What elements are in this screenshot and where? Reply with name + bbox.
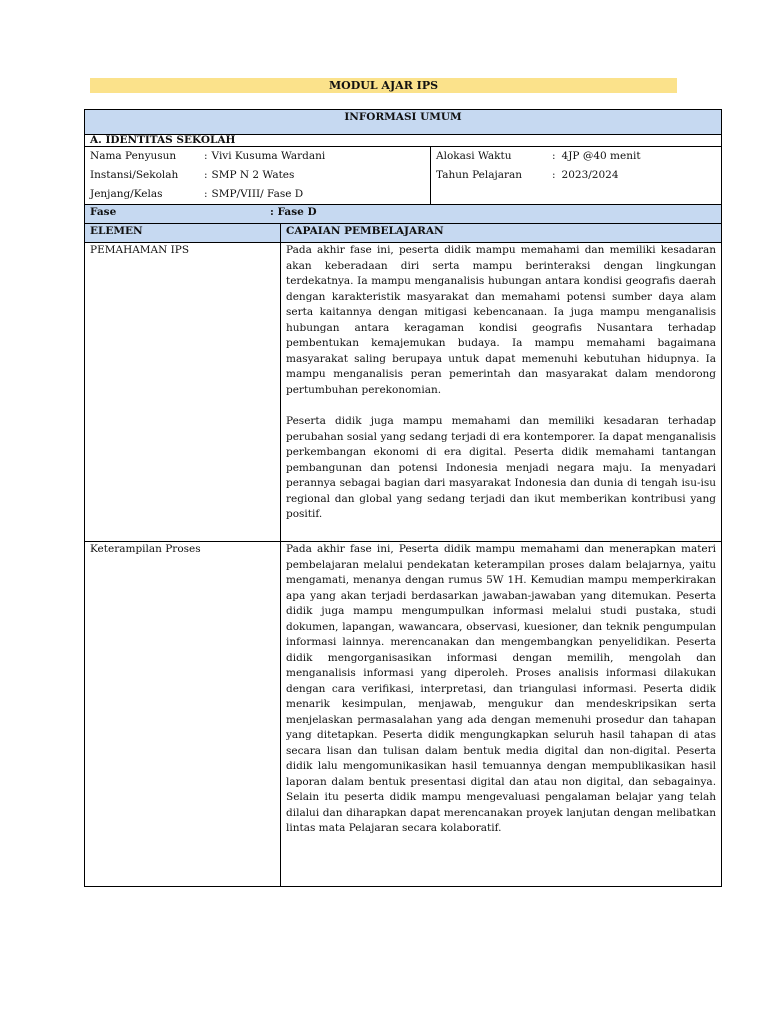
field-label: Tahun Pelajaran (436, 169, 523, 181)
field-label: Jenjang/Kelas (90, 188, 163, 200)
identitas-details-row (85, 147, 722, 205)
capaian-paragraph: Peserta didik juga mampu memahami dan memiliki kesadaran terhadap perubahan sosial yang sedang terjadi di era kontemporer. Ia dapat menganalisis perkembangan ekonomi di era digital. Peserta didik memahami tantangan pembangunan dan potensi Indonesia menjadi negara maju. Ia menyadari perannya sebagai bagian dari masyarakat Indonesia dan dunia di tengah isu-isu regional dan global yang sedang terjadi dan ikut memberikan kontribusi yang positif. (286, 415, 717, 520)
field-separator: : (204, 169, 208, 181)
module-title: MODUL AJAR IPS (90, 78, 677, 93)
field-tahun-pelajaran (436, 166, 716, 185)
pemahaman-row (85, 243, 722, 542)
elemen-header: ELEMEN (85, 224, 281, 243)
field-jenjang-kelas (90, 185, 425, 204)
fase-value: : Fase D (270, 206, 317, 218)
field-separator: : (552, 150, 556, 162)
field-value: SMP/VIII/ Fase D (211, 188, 304, 200)
elemen-pemahaman-ips: PEMAHAMAN IPS (85, 243, 281, 542)
info-umum-row (85, 110, 722, 135)
field-value: 4JP @40 menit (561, 150, 641, 162)
info-umum-heading: INFORMASI UMUM (85, 110, 722, 135)
field-label: Alokasi Waktu (436, 150, 512, 162)
module-table (84, 109, 722, 887)
identitas-left-cell (85, 147, 431, 205)
field-nama-penyusun (90, 147, 425, 166)
identitas-right-cell (431, 147, 722, 205)
keterampilan-row (85, 542, 722, 887)
capaian-keterampilan-cell (281, 542, 722, 887)
capaian-header: CAPAIAN PEMBELAJARAN (281, 224, 722, 243)
elemen-keterampilan-proses: Keterampilan Proses (85, 542, 281, 887)
field-value: SMP N 2 Wates (211, 169, 295, 181)
capaian-pemahaman-cell (281, 243, 722, 542)
identitas-heading-row (85, 135, 722, 147)
field-instansi-sekolah (90, 166, 425, 185)
field-value: 2023/2024 (561, 169, 619, 181)
field-value: Vivi Kusuma Wardani (211, 150, 326, 162)
field-separator: : (552, 169, 556, 181)
field-label: Instansi/Sekolah (90, 169, 179, 181)
fase-cell (85, 205, 722, 224)
field-alokasi-waktu (436, 147, 716, 166)
fase-row (85, 205, 722, 224)
elemen-header-row (85, 224, 722, 243)
capaian-paragraph: Pada akhir fase ini, peserta didik mampu memahami dan memiliki kesadaran akan keberadaan diri serta mampu berinteraksi dengan lingkungan terdekatnya. Ia mampu menganalisis hubungan antara kondisi geografis daerah dengan karakteristik masyarakat dan memahami potensi sumber daya alam serta kaitannya dengan mitigasi kebencanaan. Ia juga mampu menganalisis hubungan antara keragaman kondisi geografis Nusantara terhadap pembentukan kemajemukan budaya. Ia mampu memahami bagaimana masyarakat saling berupaya untuk dapat memenuhi kebutuhan hidupnya. Ia mampu menganalisis peran pemerintah dan masyarakat dalam mendorong pertumbuhan perekonomian. (286, 244, 717, 396)
field-separator: : (204, 188, 208, 200)
fase-label: Fase (90, 206, 117, 218)
field-label: Nama Penyusun (90, 150, 177, 162)
capaian-paragraph: Pada akhir fase ini, Peserta didik mampu memahami dan menerapkan materi pembelajaran melalui pendekatan keterampilan proses dalam belajarnya, yaitu mengamati, menanya dengan rumus 5W 1H. Kemudian mampu memperkirakan apa yang akan terjadi berdasarkan jawaban-jawaban yang ditemukan. Peserta didik juga mampu mengumpulkan informasi melalui studi pustaka, studi dokumen, lapangan, wawancara, observasi, kuesioner, dan teknik pengumpulan informasi lainnya. merencanakan dan mengembangkan penyelidikan. Peserta didik mengorganisasikan informasi dengan memilih, mengolah dan menganalisis informasi yang diperoleh. Proses analisis informasi dilakukan dengan cara verifikasi, interpretasi, dan triangulasi informasi. Peserta didik menarik kesimpulan, menjawab, mengukur dan mendeskripsikan serta menjelaskan permasalahan yang ada dengan memenuhi prosedur dan tahapan yang ditetapkan. Peserta didik mengungkapkan seluruh hasil tahapan di atas secara lisan dan tulisan dalam bentuk media digital dan non-digital. Peserta didik lalu mengomunikasikan hasil temuannya dengan mempublikasikan hasil laporan dalam bentuk presentasi digital dan atau non digital, dan sebagainya. Selain itu peserta didik mampu mengevaluasi pengalaman belajar yang telah dilalui dan diharapkan dapat merencanakan proyek lanjutan dengan melibatkan lintas mata Pelajaran secara kolaboratif. (286, 543, 717, 834)
identitas-heading: A. IDENTITAS SEKOLAH (85, 135, 722, 147)
field-separator: : (204, 150, 208, 162)
